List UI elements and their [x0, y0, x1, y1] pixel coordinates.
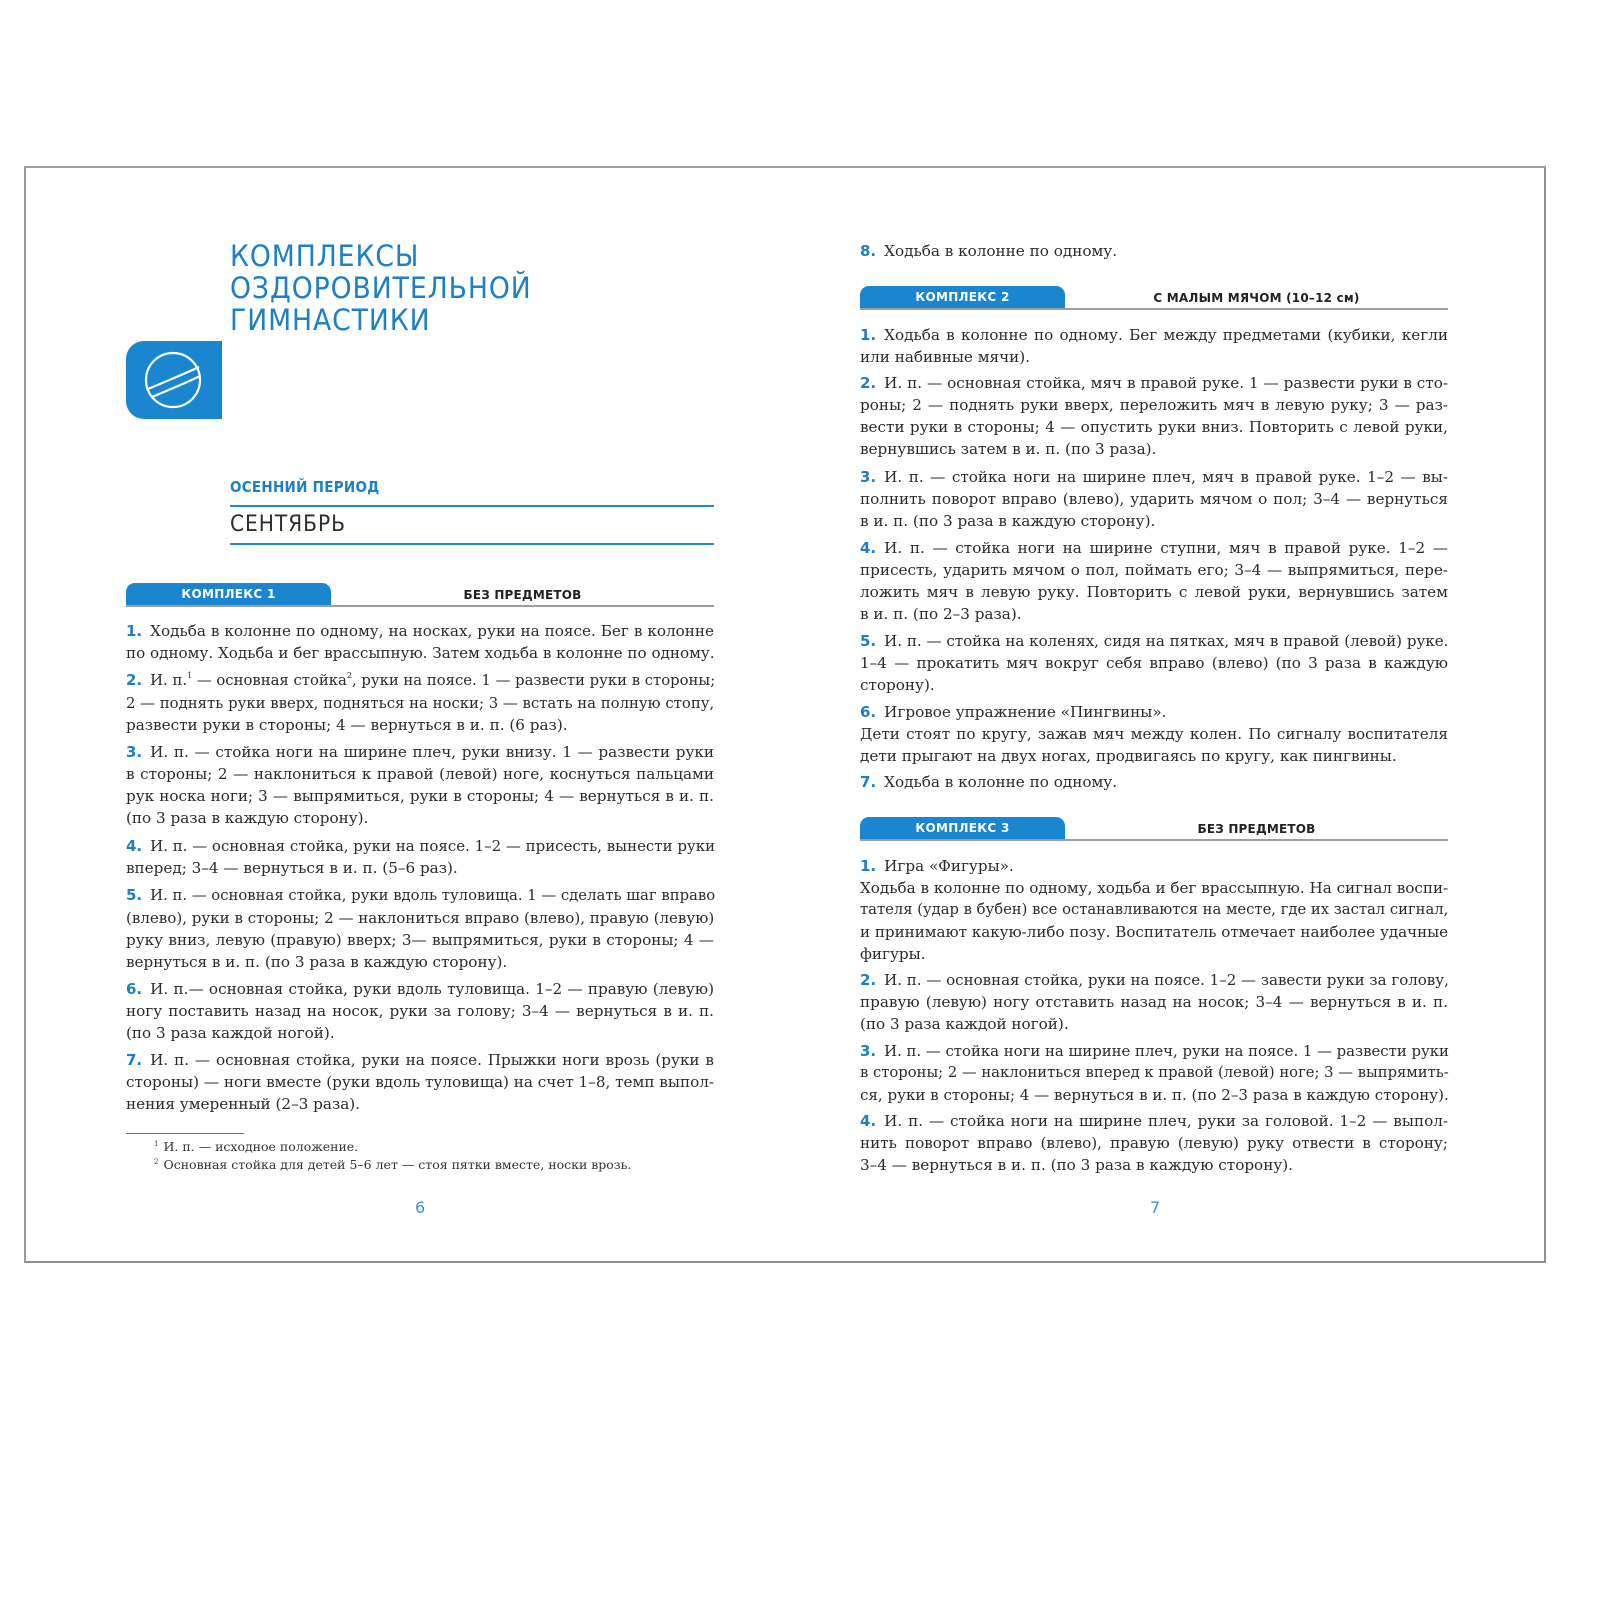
item-line: стороны) — ноги вместе (руки вдоль туловища) на счет 1–8, темп выпол-: [126, 1073, 714, 1091]
exercise-item: [860, 324, 1448, 368]
complex-rule: [860, 839, 1448, 841]
item-text: — основная стойка: [192, 672, 347, 689]
item-number: 5.: [126, 886, 143, 904]
item-line: 3–4 — вернуться в и. п. (по 3 раза в каждую сторону).: [860, 1156, 1294, 1174]
chapter-title-line: КОМПЛЕКСЫ: [230, 239, 420, 273]
footnote: [154, 1156, 631, 1174]
item-line: ногу поставить назад на носок, руки за голову; 3–4 — вернуться в и. п.: [126, 1002, 714, 1020]
item-line: вперед; 3–4 — вернуться в и. п. (5–6 раз).: [126, 859, 458, 877]
item-number: 3.: [126, 743, 143, 761]
item-line: И. п. — основная стойка, руки на поясе. Прыжки ноги врозь (руки в: [150, 1051, 714, 1069]
item-line: И. п. — стойка ноги на ширине плеч, руки внизу. 1 — развести руки: [150, 743, 714, 761]
exercise-item: [126, 884, 714, 973]
item-line: И. п. — стойка ноги на ширине плеч, мяч в правой руке. 1–2 — вы-: [884, 468, 1448, 486]
exercise-item: [860, 240, 1448, 262]
month-rule: [230, 543, 714, 545]
item-line: по одному. Ходьба и бег врассыпную. Затем ходьба в колонне по одному.: [126, 644, 715, 662]
item-number: 3.: [860, 468, 877, 486]
item-line: (по 3 раза каждой ногой).: [126, 1024, 335, 1042]
item-line: и принимают какую-либо позу. Воспитатель отмечает наиболее удачные: [860, 923, 1449, 941]
exercise-item: [126, 741, 714, 829]
item-line: в и. п. (по 2–3 раза).: [860, 605, 1022, 623]
exercise-item: [860, 771, 1448, 793]
item-line: рук носка ноги; 3 — выпрямиться, руки в стороны; 4 — вернуться в и. п.: [126, 787, 714, 805]
footnote: [154, 1138, 358, 1156]
item-number: 1.: [860, 326, 877, 344]
exercise-item: [126, 1049, 714, 1115]
exercise-item: [126, 620, 714, 664]
item-line: Игра «Фигуры».: [884, 857, 1014, 875]
footnote-mark: 2: [154, 1158, 159, 1166]
item-line: полнить поворот вправо (влево), ударить мячом о пол; 3–4 — вернуться: [860, 490, 1448, 508]
complex-rule: [126, 605, 714, 607]
item-line: в стороны; 2 — наклониться к правой (левой) ноге, коснуться пальцами: [126, 765, 714, 783]
complex-subtitle: С МАЛЫМ МЯЧОМ (10–12 см): [1153, 291, 1360, 305]
chapter-badge: [126, 341, 222, 419]
page-number-right: 7: [1150, 1198, 1161, 1217]
chapter-title: [230, 240, 532, 336]
complex-header-3: [860, 817, 1448, 841]
exercise-item: [126, 669, 714, 736]
item-number: 1.: [860, 857, 877, 875]
item-line: И. п. — стойка ноги на ширине ступни, мяч в правой руке. 1–2 —: [884, 539, 1448, 557]
item-line: роны; 2 — поднять руки вверх, переложить мяч в левую руку; 3 — раз-: [860, 396, 1448, 414]
period-heading: ОСЕННИЙ ПЕРИОД: [230, 478, 380, 496]
complex-header-1: [126, 583, 714, 607]
month-heading: СЕНТЯБРЬ: [230, 512, 346, 537]
footnote-text: И. п. — исходное положение.: [163, 1139, 359, 1154]
item-line: (по 3 раза в каждую сторону).: [126, 809, 369, 827]
item-line: (влево), руки в стороны; 2 — наклониться вправо (влево), правую (левую): [126, 909, 715, 927]
complex-label: КОМПЛЕКС 1: [126, 583, 331, 605]
item-number: 2.: [126, 671, 143, 689]
item-line: вести руки в стороны; 4 — опустить руки вниз. Повторить с левой руки,: [860, 418, 1448, 436]
item-number: 2.: [860, 971, 877, 989]
exercise-item: [860, 969, 1448, 1035]
item-text: И. п.: [150, 672, 188, 689]
exercise-item: [860, 1040, 1448, 1106]
item-line: нить поворот вправо (влево), правую (левую) руку отвести в сторону;: [860, 1134, 1448, 1152]
item-line: Ходьба в колонне по одному.: [884, 242, 1118, 260]
item-line: или набивные мячи).: [860, 348, 1031, 366]
item-number: 4.: [126, 837, 143, 855]
item-line: в стороны; 2 — наклониться вперед к правой (левой) ноге; 3 — выпрямить-: [860, 1064, 1449, 1081]
item-line: Дети стоят по кругу, зажав мяч между колен. По сигналу воспитателя: [860, 725, 1448, 743]
item-line: в и. п. (по 3 раза в каждую сторону).: [860, 512, 1156, 530]
item-line: И. п. — основная стойка, руки вдоль туловища. 1 — сделать шаг вправо: [150, 887, 716, 904]
exercise-item: [860, 701, 1448, 767]
item-line: Ходьба в колонне по одному, на носках, руки на поясе. Бег в колонне: [150, 622, 714, 640]
item-line: 2 — поднять руки вверх, подняться на носки; 3 — встать на полную стопу,: [126, 694, 715, 712]
item-line: тателя (удар в бубен) все останавливаются на месте, где их застал сигнал,: [860, 901, 1449, 918]
item-line: И. п. — основная стойка, руки на поясе. 1–2 — завести руки за голову,: [884, 971, 1449, 989]
item-number: 6.: [860, 703, 877, 721]
item-number: 7.: [126, 1051, 143, 1069]
exercise-item: [860, 855, 1448, 965]
complex-subtitle: БЕЗ ПРЕДМЕТОВ: [1197, 822, 1316, 836]
chapter-title-line: ГИМНАСТИКИ: [230, 303, 431, 337]
item-line: И. п. — стойка на коленях, сидя на пятках, мяч в правой (левой) руке.: [884, 632, 1449, 650]
item-line: правую (левую) ногу отставить назад на носок; 3–4 — вернуться в и. п.: [860, 993, 1448, 1011]
item-line: Ходьба в колонне по одному.: [884, 773, 1118, 791]
item-line: 1–4 — прокатить мяч вокруг себя вправо (влево) (по 3 раза в каждую: [860, 654, 1448, 672]
item-line: руку вниз, левую (правую) вверх; 3— выпрямиться, руки в стороны; 4 —: [126, 931, 714, 949]
item-line: Ходьба в колонне по одному. Бег между предметами (кубики, кегли: [884, 326, 1448, 344]
period-rule: [230, 505, 714, 507]
exercise-item: [860, 537, 1448, 625]
item-line: Игровое упражнение «Пингвины».: [884, 703, 1167, 721]
item-number: 4.: [860, 1112, 877, 1130]
item-number: 8.: [860, 242, 877, 260]
item-line: Ходьба в колонне по одному, ходьба и бег врассыпную. На сигнал воспи-: [860, 879, 1449, 897]
item-line: И. п. — основная стойка, мяч в правой руке. 1 — развести руки в сто-: [884, 374, 1448, 392]
footnote-rule: [126, 1133, 244, 1134]
item-line: И. п. — основная стойка, руки на поясе. 1–2 — присесть, вынести руки: [150, 837, 716, 855]
complex-header-2: [860, 286, 1448, 310]
item-line: развести руки в стороны; 4 — вернуться в и. п. (6 раз).: [126, 716, 568, 734]
exercise-item: [860, 372, 1448, 460]
page-number-left: 6: [415, 1198, 426, 1217]
item-line: сторону).: [860, 676, 935, 694]
ball-icon: [138, 345, 208, 415]
item-number: 4.: [860, 539, 877, 557]
item-text: , руки на поясе. 1 — развести руки в стороны;: [351, 672, 716, 689]
chapter-title-line: ОЗДОРОВИТЕЛЬНОЙ: [230, 271, 532, 305]
item-line: дети прыгают на двух ногах, продвигаясь по кругу, как пингвины.: [860, 747, 1397, 765]
item-number: 5.: [860, 632, 877, 650]
item-line: ся, руки в стороны; 4 — вернуться в и. п. (по 2–3 раза в каждую сторону).: [860, 1086, 1449, 1104]
complex-rule: [860, 308, 1448, 310]
footnote-ref[interactable]: 2: [346, 671, 352, 680]
footnote-mark: 1: [154, 1140, 159, 1148]
item-line: ложить мяч в левую руку. Повторить с левой руки, вернувшись затем: [860, 583, 1448, 601]
item-line: вернувшись затем в и. п. (по 3 раза).: [860, 440, 1157, 458]
item-number: 6.: [126, 980, 143, 998]
item-line: И. п.— основная стойка, руки вдоль туловища. 1–2 — правую (левую): [150, 980, 714, 998]
item-number: 2.: [860, 374, 877, 392]
item-number: 1.: [126, 622, 143, 640]
item-line: фигуры.: [860, 945, 926, 963]
exercise-item: [860, 1110, 1448, 1176]
item-line: И. п. — стойка ноги на ширине плеч, руки на поясе. 1 — развести руки: [884, 1042, 1449, 1060]
item-line: (по 3 раза каждой ногой).: [860, 1015, 1069, 1033]
complex-subtitle: БЕЗ ПРЕДМЕТОВ: [463, 588, 582, 602]
complex-label: КОМПЛЕКС 2: [860, 286, 1065, 308]
exercise-item: [126, 978, 714, 1044]
footnote-ref[interactable]: 1: [187, 671, 193, 680]
exercise-item: [860, 630, 1448, 696]
item-line: вернуться в и. п. (по 3 раза в каждую сторону).: [126, 953, 508, 971]
footnote-text: Основная стойка для детей 5–6 лет — стоя пятки вместе, носки врозь.: [163, 1157, 632, 1172]
item-number: 3.: [860, 1042, 877, 1060]
exercise-item: [126, 835, 714, 879]
exercise-item: [860, 466, 1448, 532]
item-line: присесть, ударить мячом о пол, поймать его; 3–4 — выпрямиться, пере-: [860, 561, 1448, 579]
complex-label: КОМПЛЕКС 3: [860, 817, 1065, 839]
item-line: нения умеренный (2–3 раза).: [126, 1095, 361, 1113]
item-number: 7.: [860, 773, 877, 791]
item-line: И. п. — стойка ноги на ширине плеч, руки за головой. 1–2 — выпол-: [884, 1112, 1448, 1130]
